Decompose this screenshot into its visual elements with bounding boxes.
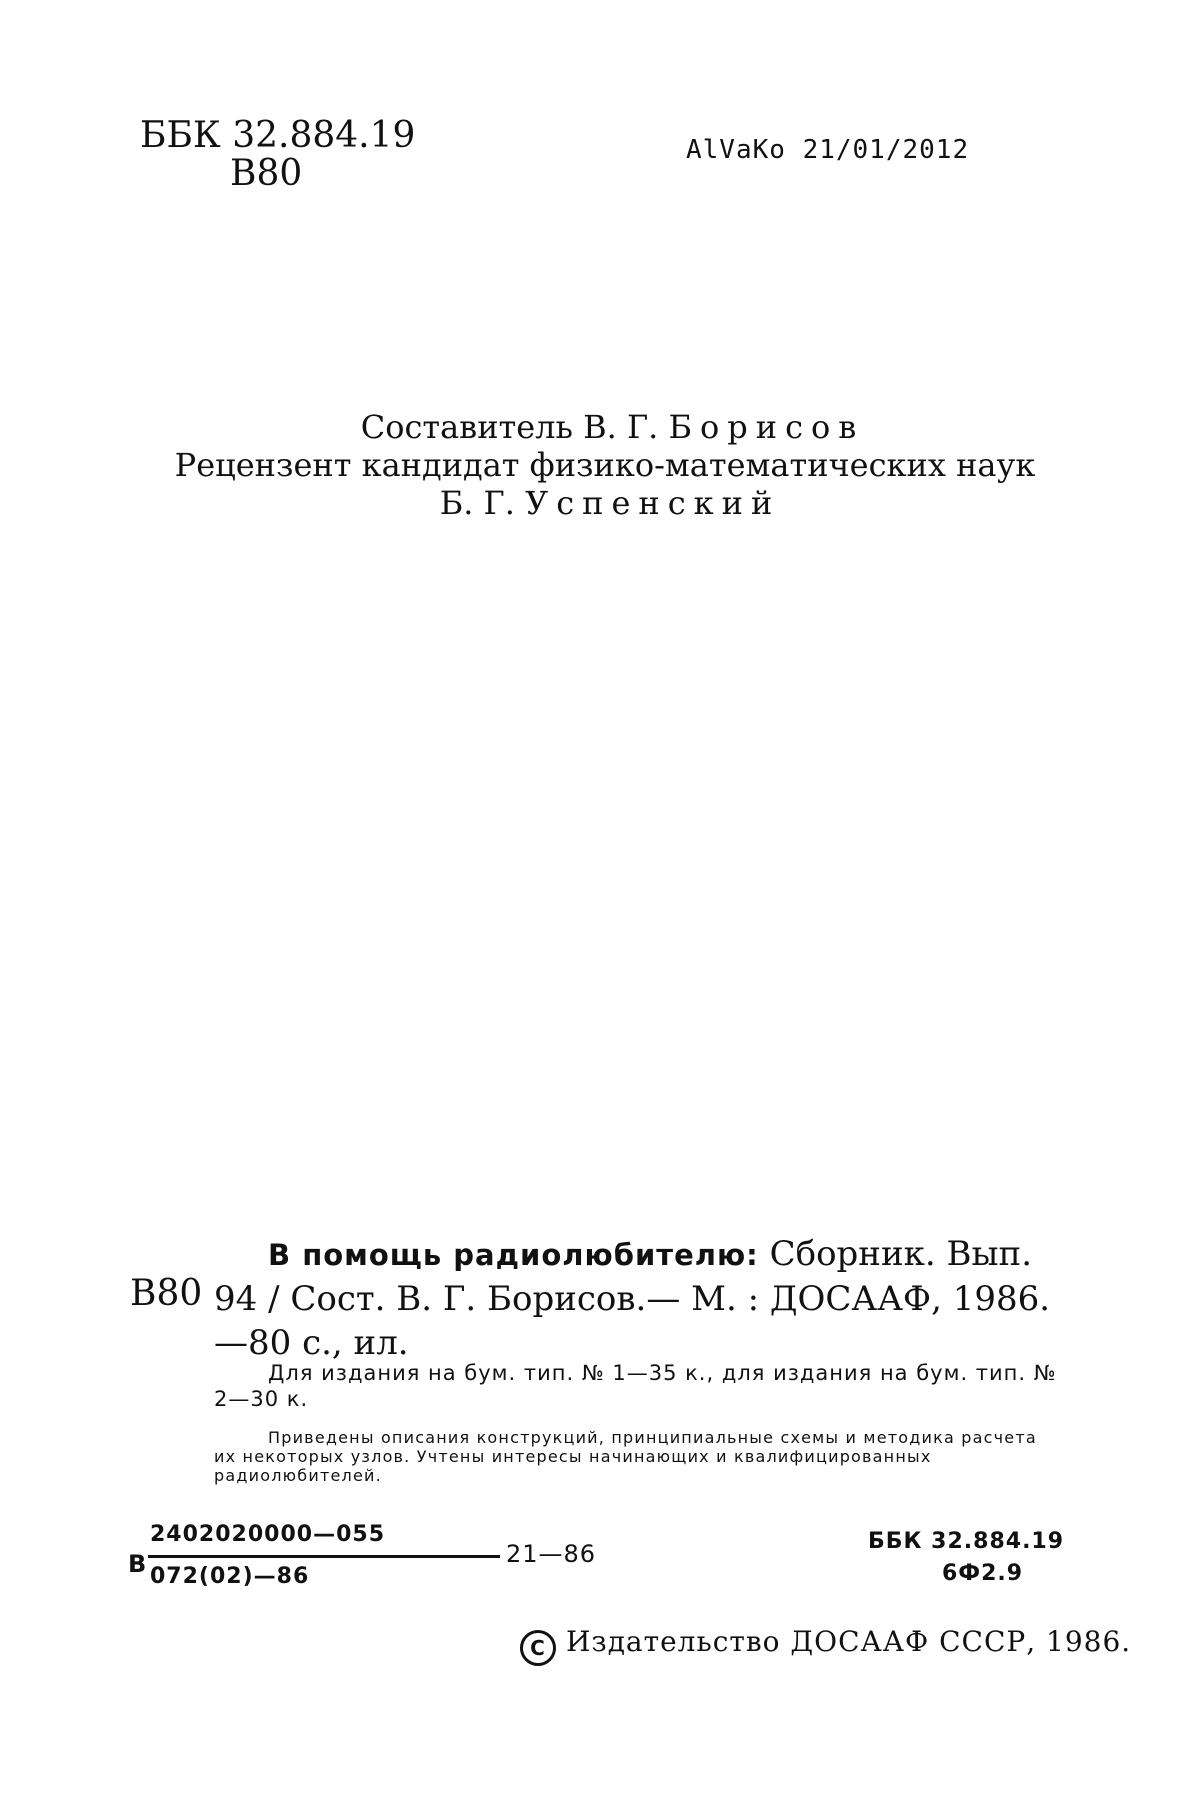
credits-block xyxy=(0,408,1200,522)
index-denominator: 072(02)—86 xyxy=(150,1564,310,1589)
card-description: Сборник. Вып. 94 / Сост. В. Г. Борисов.— М. : ДОСААФ, 1986.—80 с., ил. xyxy=(214,1234,1051,1363)
bbk-bottom-code: ББК 32.884.19 xyxy=(868,1529,1065,1554)
reviewer-surname: Успенский xyxy=(525,484,781,522)
index-tail: 21—86 xyxy=(506,1540,597,1568)
reviewer-name-line xyxy=(0,484,1200,522)
reviewer-line: Рецензент кандидат физико-математических наук xyxy=(174,446,1036,484)
compiler-surname: Борисов xyxy=(668,408,865,446)
card-title: В помощь радиолюбителю: xyxy=(268,1238,759,1272)
compiler-line xyxy=(0,408,1200,446)
copyright-text: Издательство ДОСААФ СССР, 1986. xyxy=(566,1625,1132,1658)
scan-mark: AlVaKo 21/01/2012 xyxy=(686,135,970,165)
card-author-code: В80 xyxy=(130,1273,203,1314)
bbk-bottom-sub: 6Ф2.9 xyxy=(942,1561,1024,1586)
fraction-bar xyxy=(148,1555,500,1558)
card-price: Для издания на бум. тип. № 1—35 к., для издания на бум. тип. № 2—30 к. xyxy=(214,1361,1057,1411)
card-bibliographic-entry xyxy=(214,1232,1060,1365)
bbk-classification: ББК 32.884.19 xyxy=(140,115,416,156)
author-code: В80 xyxy=(230,153,303,194)
index-numerator: 2402020000—055 xyxy=(150,1522,385,1547)
copyright-icon: C xyxy=(520,1630,556,1666)
copyright-line xyxy=(520,1625,1131,1666)
index-letter: В xyxy=(128,1550,147,1578)
index-fraction xyxy=(128,1522,597,1602)
card-annotation: Приведены описания конструкций, принципиальные схемы и методика расчета их некоторых узлов. Учтены интересы начинающих и квалифицированных радиолюбителей. xyxy=(214,1428,1037,1485)
reviewer-initials: Б. Г. xyxy=(439,484,515,522)
compiler-label: Составитель В. Г. xyxy=(360,408,659,446)
